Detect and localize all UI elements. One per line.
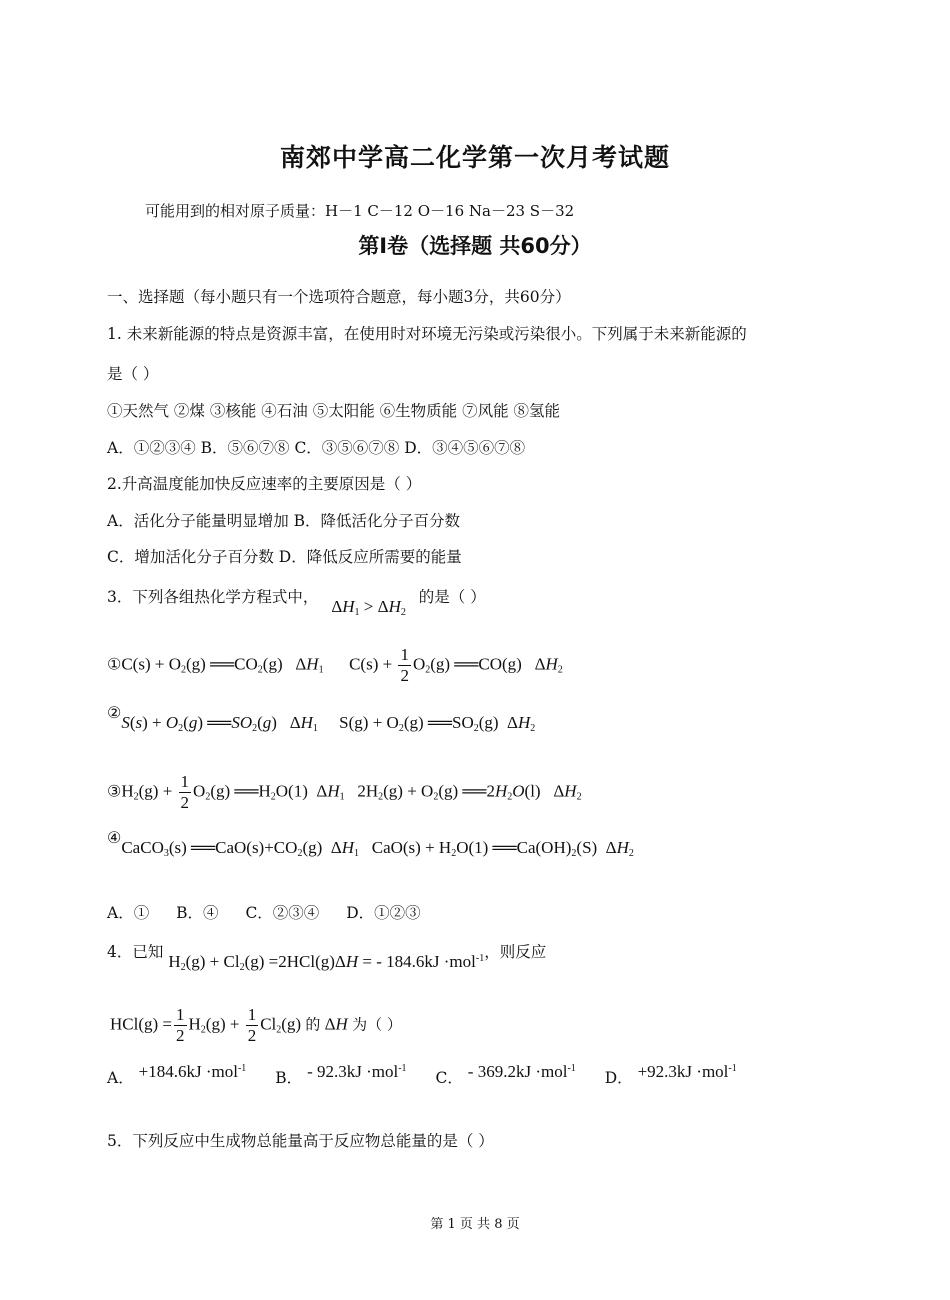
page-title: 南郊中学高二化学第一次月考试题 [279, 143, 670, 172]
q4-reaction-formula: $H_2(g) + Cl_2(g) =2HCl(g)\Delta H$ = - 184.6kJ ·mol$^{-1}$ [168, 952, 485, 973]
section-heading: 一、选择题（每小题只有一个选项符合题意，每小题3分，共60分） [107, 288, 571, 306]
page-footer: 第 1 页 共 8 页 [430, 1217, 520, 1232]
q3-group1: ①C(s) + $O_2(g)$ $══CO_2(g)$ $\Delta H_1$ C(s) + $\frac{1}{2}$ $O_2(g)$ ══CO(g) $\Delta H_2$ [107, 645, 563, 685]
q3-stem-prefix: 3．下列各组热化学方程式中， [107, 588, 319, 606]
q4-options [107, 1062, 737, 1088]
q4-option-b-label: B． [275, 1069, 303, 1087]
q2-stem: 2.升高温度能加快反应速率的主要原因是（ ） [107, 475, 422, 493]
q3-group4-label: ④ [107, 830, 122, 847]
q4-option-b: - 92.3kJ ·mol$^{-1}$ [307, 1062, 407, 1081]
q4-stem-prefix: 4．已知 [107, 943, 164, 961]
q1-options: A．①②③④ B．⑤⑥⑦⑧ C．③⑤⑥⑦⑧ D．③④⑤⑥⑦⑧ [107, 439, 526, 457]
volume-heading: 第Ⅰ卷（选择题 共60分） [358, 234, 592, 258]
q3-group3-label: ③ [107, 783, 122, 801]
q4-option-c-label: C． [435, 1069, 463, 1087]
q1-stem-line2: 是（ ） [107, 365, 159, 383]
q4-option-c: - 369.2kJ ·mol$^{-1}$ [467, 1062, 576, 1081]
q4-stem-suffix: ，则反应 [484, 943, 547, 961]
q1-items: ①天然气 ②煤 ③核能 ④石油 ⑤太阳能 ⑥生物质能 ⑦风能 ⑧氢能 [107, 402, 560, 420]
q4-option-a-label: A． [107, 1069, 134, 1087]
q3-group4: ④CaCO$_3$(s) $══CaO(s)+CO_2(g)$ $\Delta H_1$ $CaO(s) + H_2O(1)$ $══Ca(OH)_2(S)$ $\Delta H_2$ [107, 830, 634, 859]
q3-stem-suffix: 的是（ ） [418, 588, 486, 606]
q4-option-d-label: D． [604, 1069, 633, 1087]
atomic-masses-note: 可能用到的相对原子质量：H－1 C－12 O－16 Na－23 S－32 [145, 202, 575, 220]
q4-line2-suffix: 为（ ） [352, 1015, 402, 1034]
q3-group2-label: ② [107, 705, 122, 722]
q2-options-line2: C．增加活化分子百分数 D．降低反应所需要的能量 [107, 548, 462, 566]
q3-group2: ②S(s) + $O_2(g)$ $══SO_2(g)$ $\Delta H_1$ $S(g) + O_2(g)$ $══SO_2(g)$ $\Delta H_2$ [107, 705, 536, 734]
q4-option-a: +184.6kJ ·mol$^{-1}$ [138, 1062, 247, 1081]
q3-group3: $③H_2(g)$ + $\frac{1}{2}$ $O_2(g)$ $══H_2O(1)$ $\Delta H_1$ $2H_2(g) + O_2(g)$ $══2H_2O(l)$ $\Delta H_2$ [107, 772, 582, 812]
q4-target-reaction: HCl(g) = $\frac{1}{2}$ $H_2(g)$ + $\frac{1}{2}$ $Cl_2(g)$ 的 ΔH 为（ ） [110, 1005, 402, 1045]
q3-options: A．① B．④ C．②③④ D．①②③ [107, 904, 421, 922]
q3-group1-label: ① [107, 656, 122, 674]
q2-options-line1: A．活化分子能量明显增加 B．降低活化分子百分数 [107, 512, 461, 530]
q5-stem: 5．下列反应中生成物总能量高于反应物总能量的是（ ） [107, 1132, 494, 1150]
q3-stem [107, 585, 486, 618]
q4-option-d: +92.3kJ ·mol$^{-1}$ [637, 1062, 737, 1081]
q1-stem-line1: 1. 未来新能源的特点是资源丰富，在使用时对环境无污染或污染很小。下列属于未来新能源的 [107, 325, 747, 343]
q4-stem [107, 940, 547, 973]
q3-condition-formula: $\Delta H_1 > \Delta H_2$ [331, 597, 406, 618]
